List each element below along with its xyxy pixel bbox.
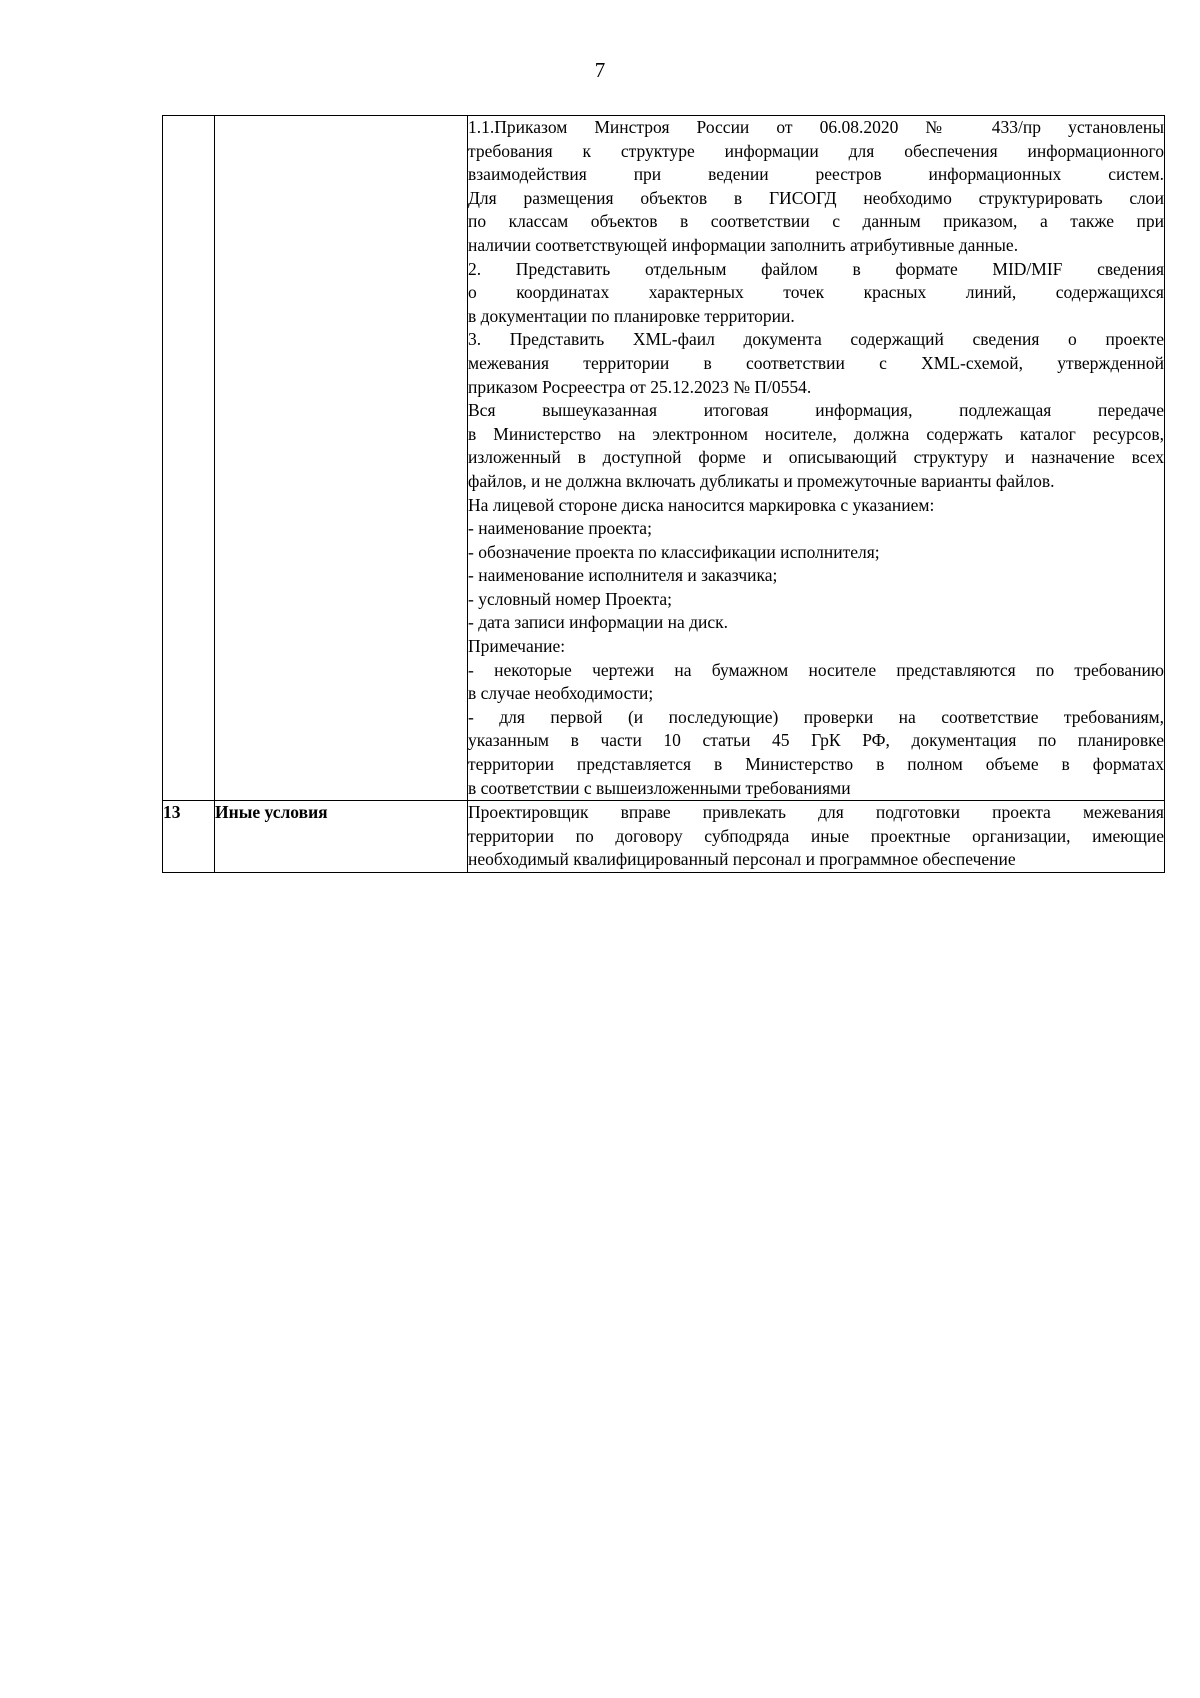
- text-line: - для первой (и последующие) проверки на соответствие требованиям,: [468, 706, 1164, 727]
- requirements-table: [162, 115, 1165, 873]
- table-row: [163, 801, 1165, 873]
- text-line: в документации по планировке территории.: [468, 305, 795, 326]
- text-line: файлов, и не должна включать дубликаты и промежуточные варианты файлов.: [468, 470, 1055, 491]
- table-row: [163, 116, 1165, 801]
- text-line: На лицевой стороне диска наносится маркировка с указанием:: [468, 494, 935, 515]
- text-line: изложенный в доступной форме и описывающий структуру и назначение всех: [468, 447, 1164, 468]
- text-line: в Министерство на электронном носителе, должна содержать каталог ресурсов,: [468, 423, 1164, 444]
- text-line: территории по договору субподряда иные проектные организации, имеющие: [468, 825, 1164, 846]
- text-line: наличии соответствующей информации заполнить атрибутивные данные.: [468, 234, 1019, 255]
- text-line: в случае необходимости;: [468, 683, 654, 704]
- text-line: Примечание:: [468, 636, 566, 657]
- row-number-cell: 13: [163, 801, 215, 873]
- text-line: Вся вышеуказанная итоговая информация, подлежащая передаче: [468, 400, 1164, 421]
- text-line: приказом Росреестра от 25.12.2023 № П/0554.: [468, 376, 812, 397]
- row-content-cell: [468, 116, 1165, 801]
- text-line: в соответствии с вышеизложенными требованиями: [468, 777, 851, 798]
- text-line: указанным в части 10 статьи 45 ГрК РФ, документация по планировке: [468, 730, 1164, 751]
- text-line: требования к структуре информации для обеспечения информационного: [468, 140, 1164, 161]
- text-line: о координатах характерных точек красных линий, содержащихся: [468, 282, 1164, 303]
- text-line: взаимодействия при ведении реестров информационных систем.: [468, 164, 1164, 185]
- text-line: межевания территории в соответствии с XML-схемой, утвержденной: [468, 352, 1164, 373]
- text-line: - наименование проекта;: [468, 518, 652, 539]
- text-line: 3. Представить XML-фаил документа содержащий сведения о проекте: [468, 329, 1164, 350]
- text-line: 2. Представить отдельным файлом в формате MID/MIF сведения: [468, 258, 1164, 279]
- text-line: 1.1.Приказом Минстроя России от 06.08.2020 № 433/пр установлены: [468, 117, 1164, 137]
- text-line: Проектировщик вправе привлекать для подготовки проекта межевания: [468, 802, 1164, 823]
- row-number-cell: [163, 116, 215, 801]
- text-line: территории представляется в Министерство в полном объеме в форматах: [468, 754, 1164, 775]
- text-line: - обозначение проекта по классификации исполнителя;: [468, 541, 880, 562]
- text-line: необходимый квалифицированный персонал и программное обеспечение: [468, 849, 1016, 870]
- text-line: - наименование исполнителя и заказчика;: [468, 565, 778, 586]
- text-line: - некоторые чертежи на бумажном носителе представляются по требованию: [468, 659, 1164, 680]
- text-line: - дата записи информации на диск.: [468, 612, 729, 633]
- text-line: по классам объектов в соответствии с данным приказом, а также при: [468, 211, 1164, 232]
- text-line: - условный номер Проекта;: [468, 588, 672, 609]
- row-name-cell: Иные условия: [215, 801, 468, 873]
- row-name-cell: [215, 116, 468, 801]
- page-number: 7: [594, 58, 606, 82]
- row-content-cell: [468, 801, 1165, 873]
- text-line: Для размещения объектов в ГИСОГД необходимо структурировать слои: [468, 187, 1164, 208]
